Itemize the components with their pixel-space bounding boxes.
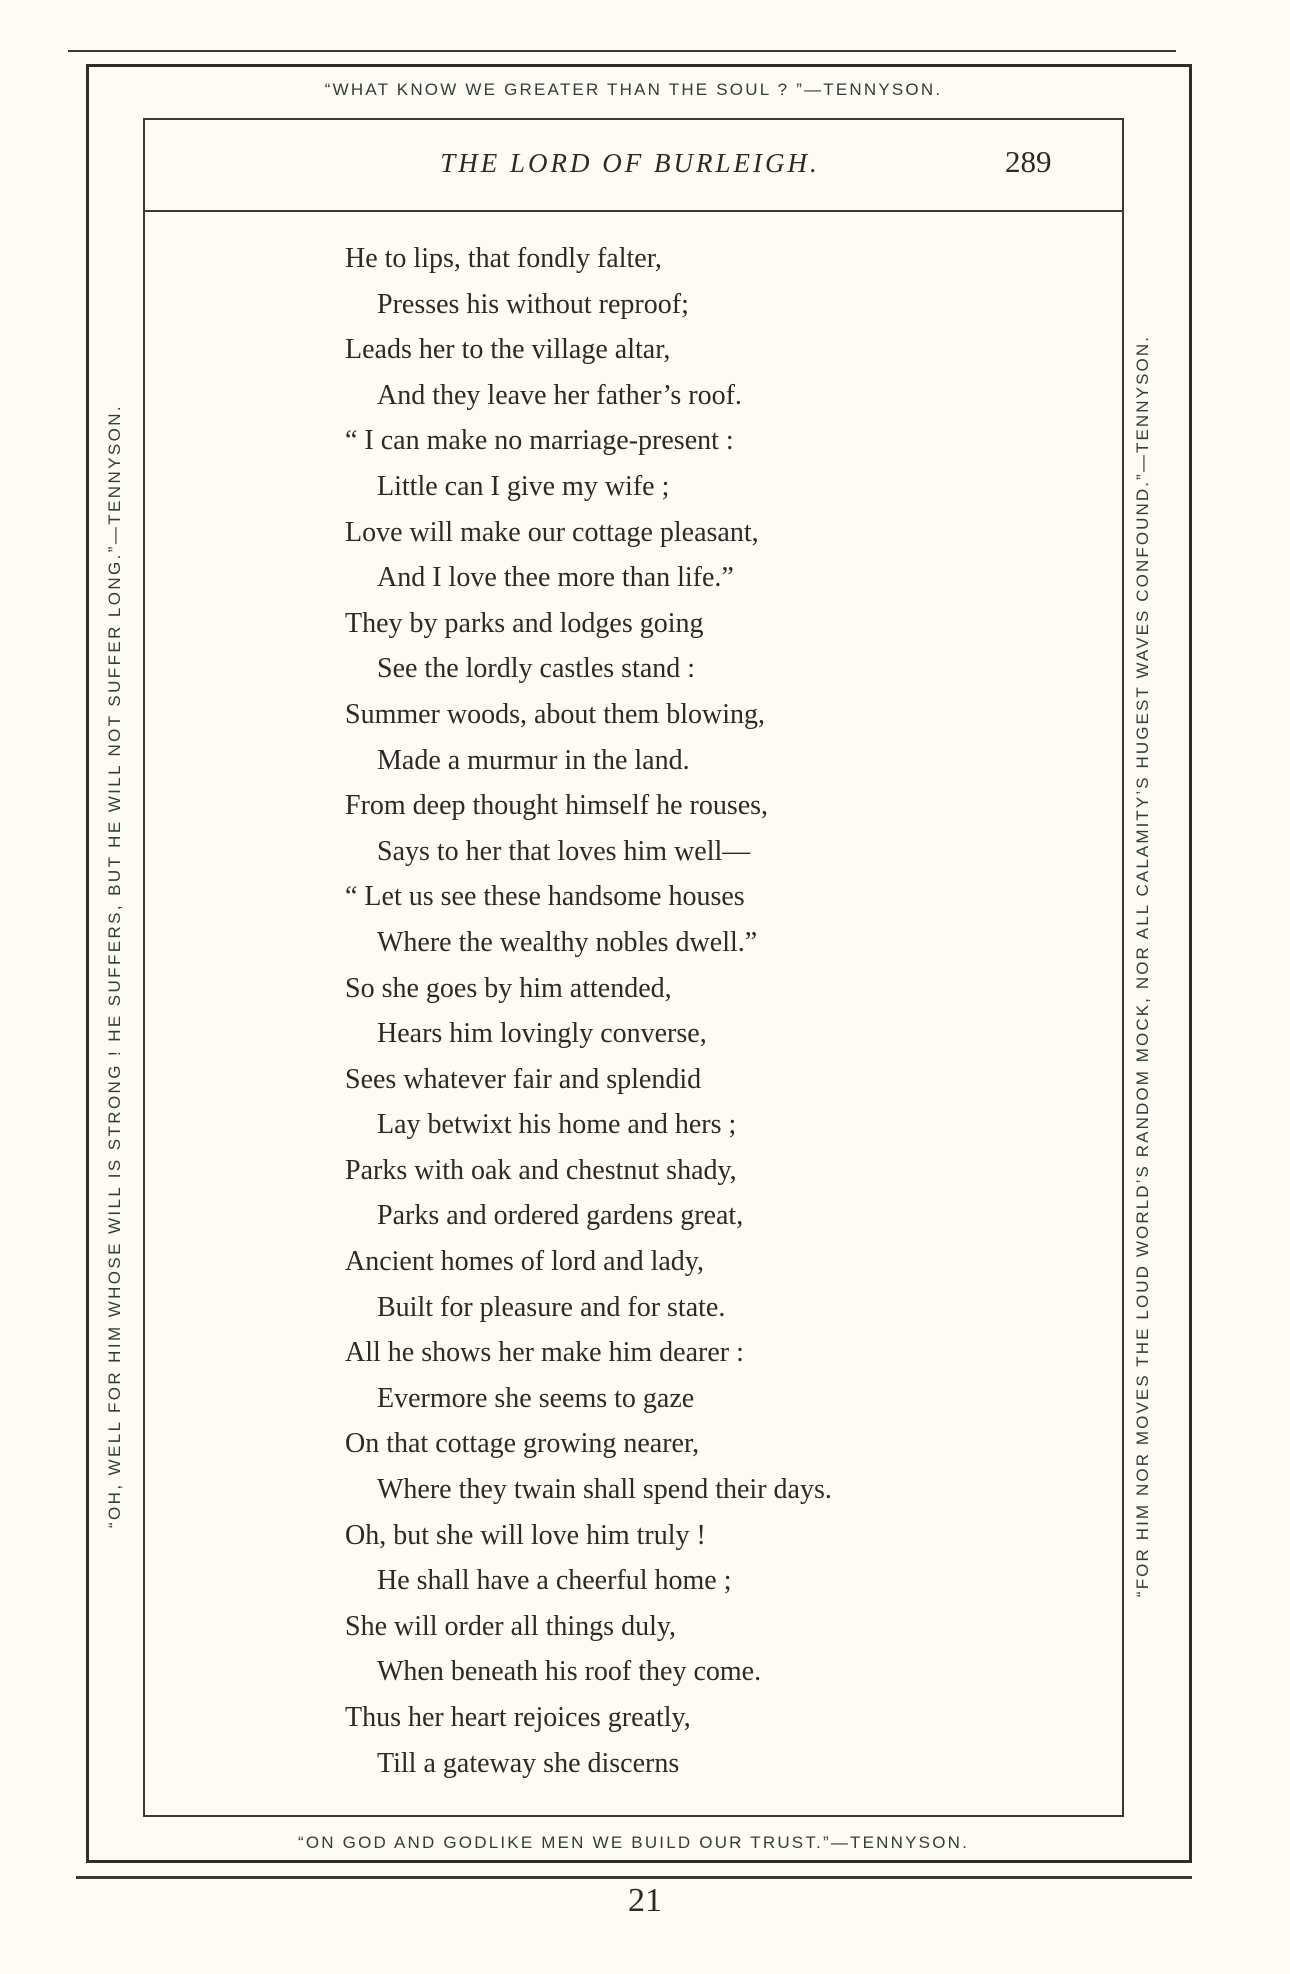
folio-signature: 21 <box>628 1882 662 1919</box>
poem-line: Hears him lovingly converse, <box>377 1018 707 1050</box>
poem-line: Where they twain shall spend their days. <box>377 1474 832 1506</box>
poem-line: And I love thee more than life.” <box>377 562 734 594</box>
poem-line: Oh, but she will love him truly ! <box>345 1519 706 1551</box>
poem-line: Sees whatever fair and splendid <box>345 1063 702 1095</box>
top-motto: “WHAT KNOW WE GREATER THAN THE SOUL ? ”—TENNYSON. <box>324 80 943 99</box>
poem-line: Thus her heart rejoices greatly, <box>345 1702 691 1733</box>
poem-line: Lay betwixt his home and hers ; <box>377 1109 737 1141</box>
poem-line: When beneath his roof they come. <box>377 1656 762 1688</box>
poem-line: And they leave her father’s roof. <box>377 379 742 411</box>
poem-line: Ancient homes of lord and lady, <box>345 1246 704 1278</box>
header-rule <box>143 210 1124 212</box>
poem-line: From deep thought himself he rouses, <box>345 790 769 822</box>
right-motto: “FOR HIM NOR MOVES THE LOUD WORLD’S RANDOM MOCK, NOR ALL CALAMITY’S HUGEST WAVES CONFOUND.”—TENNYSON. <box>1133 334 1152 1598</box>
poem-line: Summer woods, about them blowing, <box>345 698 765 730</box>
poem-line: So she goes by him attended, <box>345 972 672 1004</box>
poem-line: “ I can make no marriage-present : <box>345 425 734 457</box>
poem-line: On that cottage growing nearer, <box>345 1428 700 1460</box>
poem-line: Till a gateway she discerns <box>377 1747 680 1779</box>
left-motto: “OH, WELL FOR HIM WHOSE WILL IS STRONG ! HE SUFFERS, BUT HE WILL NOT SUFFER LONG.”—TENNYSON. <box>105 403 124 1529</box>
poem-line: “ Let us see these handsome houses <box>345 881 745 913</box>
poem-line: Leads her to the village altar, <box>345 334 671 366</box>
bottom-motto: “ON GOD AND GODLIKE MEN WE BUILD OUR TRUST.”—TENNYSON. <box>297 1833 970 1852</box>
poem-line: Built for pleasure and for state. <box>377 1291 726 1323</box>
running-title: THE LORD OF BURLEIGH. <box>440 148 820 178</box>
poem-line: See the lordly castles stand : <box>377 653 696 685</box>
poem-line: Little can I give my wife ; <box>377 470 670 502</box>
poem-line: Presses his without reproof; <box>377 288 689 320</box>
poem-line: She will order all things duly, <box>345 1610 677 1642</box>
poem-line: All he shows her make him dearer : <box>345 1337 744 1369</box>
poem-line: He to lips, that fondly falter, <box>345 243 662 274</box>
poem-line: Parks with oak and chestnut shady, <box>345 1154 737 1186</box>
poem-line: Says to her that loves him well— <box>377 835 751 867</box>
poem-line: They by parks and lodges going <box>345 607 704 639</box>
poem-text <box>345 236 1045 1786</box>
page-number: 289 <box>1005 144 1052 179</box>
poem-line: Evermore she seems to gaze <box>377 1382 695 1414</box>
poem-line: Love will make our cottage pleasant, <box>345 516 759 548</box>
poem-line: Where the wealthy nobles dwell.” <box>377 926 758 958</box>
upper-frame-rule <box>68 50 1176 52</box>
poem-line: Parks and ordered gardens great, <box>377 1200 744 1232</box>
lower-frame-rule <box>76 1876 1192 1879</box>
poem-line: He shall have a cheerful home ; <box>377 1565 732 1597</box>
poem-line: Made a murmur in the land. <box>377 744 690 776</box>
